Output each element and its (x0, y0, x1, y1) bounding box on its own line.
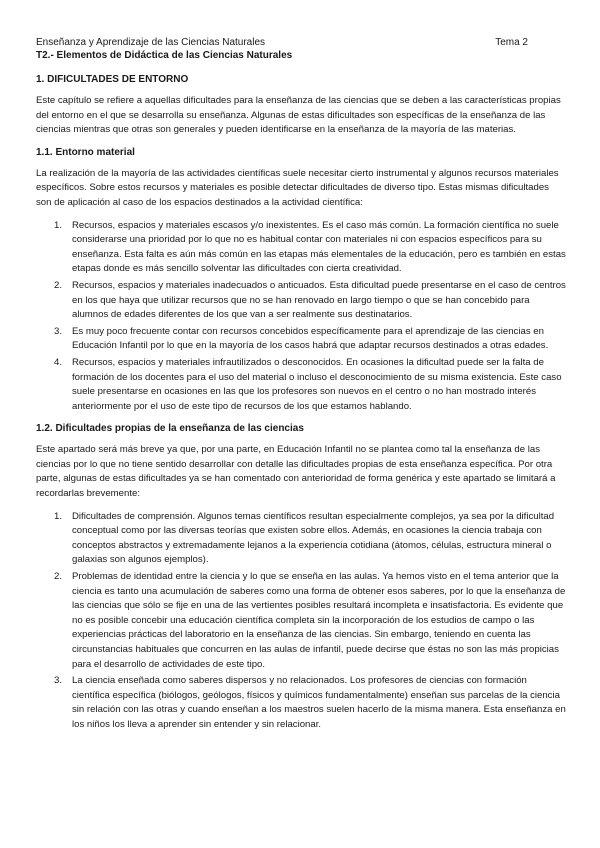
section-1-1-intro: La realización de la mayoría de las actividades científicas suele necesitar cierto instrumental y algunos recursos materiales específicos. Sobre estos recursos y materiales es posible detectar dificultades de diverso tipo. Estas mismas dificultades son de aplicación al caso de los espacios destinados a la actividad científica: (36, 167, 559, 208)
list-item-text: La ciencia enseñada como saberes dispersos y no relacionados. Los profesores de ciencias con formación científica específica (biólogos, geólogos, físicos y químicos fundamentalmente) enseñan sus parcelas de la ciencia sin relación con las otras y cuando enseñan a los maestros suelen hacerlo de la misma manera. Esta enseñanza en los niños los lleva a aprender sin entender y sin relacionar. (72, 675, 566, 730)
document-title: T2.- Elementos de Didáctica de las Ciencias Naturales (36, 50, 293, 61)
list-item-number: 1. (54, 510, 63, 522)
document-header (36, 36, 566, 62)
list-item (36, 279, 566, 323)
section-1-1-heading: 1.1. Entorno material (36, 146, 135, 158)
list-item (36, 325, 566, 354)
list-item-text: Recursos, espacios y materiales infrautilizados o desconocidos. En ocasiones la dificultad puede ser la falta de formación de los docentes para el uso del material o incluso el desconocimiento de su misma existencia. Este caso suele presentarse en ocasiones en las que los profesores son nuevos en el centro o no han mostrado interés anteriormente por el uso de este tipo de recursos de los que estamos hablando. (72, 356, 562, 412)
section-1-2-list (36, 510, 566, 733)
section-1-heading: 1. DIFICULTADES DE ENTORNO (36, 74, 189, 85)
list-item-number: 4. (54, 356, 63, 368)
course-subject: Enseñanza y Aprendizaje de las Ciencias Naturales (36, 37, 266, 48)
list-item-number: 3. (54, 675, 63, 687)
list-item (36, 356, 566, 414)
section-1-1-list (36, 219, 566, 415)
list-item (36, 570, 566, 672)
section-1-2-heading: 1.2. Dificultades propias de la enseñanza de las ciencias (36, 423, 304, 435)
list-item (36, 510, 566, 568)
list-item-text: Problemas de identidad entre la ciencia y lo que se enseña en las aulas. Ya hemos visto en el tema anterior que la ciencia es tanto una acumulación de saberes como una forma de obtener esos saberes, por lo que la enseñanza de las ciencias que sólo se fije en una de las vertientes posibles resultará incompleta e insatisfactoria. Es evidente que no es posible concebir una educación científica completa sin la incorporación de los estudios de campo o las experiencias prácticas del laboratorio en la enseñanza de las ciencias. Sin embargo, teniendo en cuenta las circunstancias habituales que concurren en las aulas de infantil, puede decirse que éstas no son las más propicias para el desarrollo de actividades de este tipo. (72, 571, 566, 670)
list-item-number: 2. (54, 571, 63, 583)
section-1-intro: Este capítulo se refiere a aquellas dificultades para la enseñanza de las ciencias que se deben a las características propias del entorno en el que se desarrolla su enseñanza. Algunas de estas dificultades son específicas de la enseñanza de las ciencias mientras que otras son generales y pueden identificarse en la enseñanza de la mayoría de las materias. (36, 95, 561, 136)
list-item-text: Es muy poco frecuente contar con recursos concebidos específicamente para el aprendizaje de las ciencias en Educación Infantil por lo que en la mayoría de los casos habrá que adaptar recursos destinados a otras edades. (72, 325, 549, 352)
list-item-text: Recursos, espacios y materiales inadecuados o anticuados. Esta dificultad puede presentarse en el caso de centros en los que haya que utilizar recursos que no se han renovado en largo tiempo o que se han concebido para alumnos de edades diferentes de los que van a ser realmente sus destinatarios. (72, 279, 566, 321)
tema-label: Tema 2 (495, 37, 528, 48)
list-item-text: Dificultades de comprensión. Algunos temas científicos resultan especialmente complejos, ya sea por la dificultad conceptual como por las diversas teorías que existen sobre ellos. Además, en ocasiones la ciencia trabaja con conceptos abstractos y extremadamente lejanos a la experiencia cotidiana (átomos, células, estructura mineral o galaxias son algunos ejemplos). (72, 510, 555, 566)
list-item-number: 2. (54, 279, 63, 291)
section-1-2-intro: Este apartado será más breve ya que, por una parte, en Educación Infantil no se plantea como tal la enseñanza de las ciencias por lo que no tiene sentido desarrollar con detalle las dificultades propias de esta enseñanza específica. Por otra parte, algunas de estas dificultades ya se han comentado con anterioridad de forma genérica y este apartado se limitará a recordarlas brevemente: (36, 444, 556, 500)
list-item-number: 3. (54, 325, 63, 337)
list-item (36, 219, 566, 277)
list-item (36, 674, 566, 732)
list-item-number: 1. (54, 219, 63, 231)
list-item-text: Recursos, espacios y materiales escasos y/o inexistentes. Es el caso más común. La formación científica no suele considerarse una prioridad por lo que no es habitual contar con materiales ni con espacios específicos para su enseñanza. Esta falta es aún más común en las etapas más elementales de la educación, pero es también en estas etapas donde es más sencillo solventar las dificultades con cierta creatividad. (72, 219, 566, 275)
